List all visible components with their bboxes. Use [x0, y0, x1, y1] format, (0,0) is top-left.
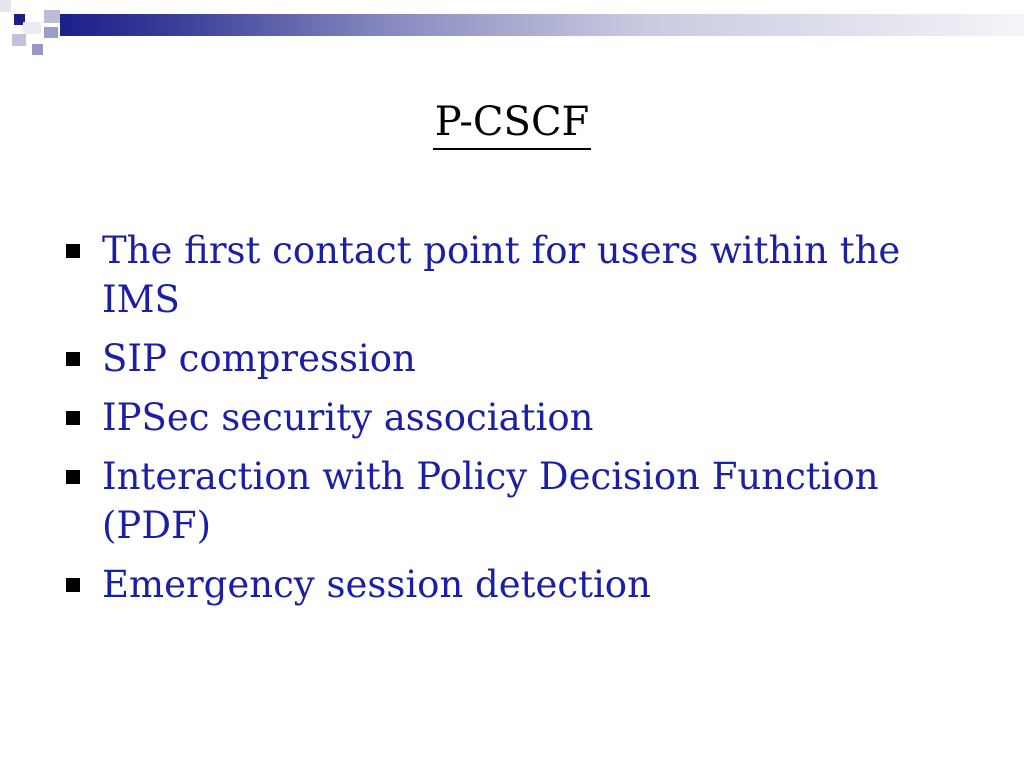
bullet-text: Emergency session detection — [102, 563, 651, 606]
slide-title-text: P-CSCF — [433, 98, 592, 150]
bullet-item — [62, 452, 982, 550]
decorative-square — [23, 22, 41, 34]
bullet-text: SIP compression — [102, 337, 416, 380]
bullet-text: The first contact point for users within the IMS — [102, 229, 901, 321]
bullet-list — [62, 226, 982, 619]
header-gradient-bar — [60, 14, 1024, 36]
bullet-text: IPSec security association — [102, 396, 594, 439]
square-bullet-icon — [66, 411, 80, 425]
square-bullet-icon — [66, 470, 80, 484]
slide-title — [0, 98, 1024, 150]
bullet-item — [62, 560, 982, 609]
decorative-square — [0, 0, 11, 12]
decorative-square — [32, 44, 43, 55]
bullet-text: Interaction with Policy Decision Function (PDF) — [102, 455, 879, 547]
square-bullet-icon — [66, 578, 80, 592]
bullet-item — [62, 226, 982, 324]
decorative-square — [12, 34, 26, 46]
decorative-square — [44, 10, 60, 23]
bullet-item — [62, 393, 982, 442]
decorative-square — [44, 27, 58, 38]
square-bullet-icon — [66, 352, 80, 366]
square-bullet-icon — [66, 244, 80, 258]
bullet-item — [62, 334, 982, 383]
